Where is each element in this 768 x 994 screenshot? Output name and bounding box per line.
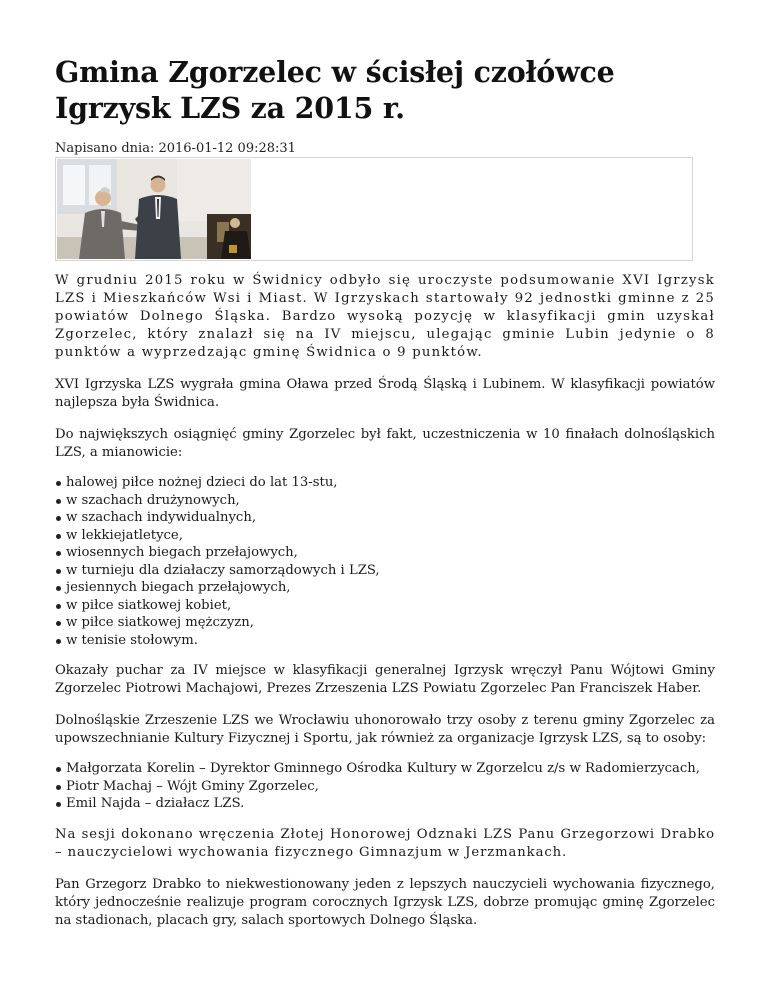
list-item: w tenisie stołowym. xyxy=(55,632,715,650)
paragraph-teacher: Pan Grzegorz Drabko to niekwestionowany jeden z lepszych nauczycieli wychowania fizycznego, który jednocześnie realizuje program corocznych Igrzysk LZS, dobrze promując gminę Zgorzelec na stadionach, placach gry, salach sportowych Dolnego Śląska. xyxy=(55,876,715,928)
paragraph-trophy: Okazały puchar za IV miejsce w klasyfikacji generalnej Igrzysk wręczył Panu Wójtowi Gminy Zgorzelec Piotrowi Machajowi, Prezes Zrzeszenia LZS Powiatu Zgorzelec Pan Franciszek Haber. xyxy=(55,663,715,696)
honored-list xyxy=(55,760,715,813)
list-item: Emil Najda – działacz LZS. xyxy=(55,795,715,813)
list-item: jesiennych biegach przełajowych, xyxy=(55,579,715,597)
list-item: w lekkiejatletyce, xyxy=(55,527,715,545)
list-item: halowej piłce nożnej dzieci do lat 13-stu, xyxy=(55,474,715,492)
list-item: w turnieju dla działaczy samorządowych i LZS, xyxy=(55,562,715,580)
list-item: w piłce siatkowej kobiet, xyxy=(55,597,715,615)
article-photo[interactable] xyxy=(57,159,251,259)
paragraph-winners: XVI Igrzyska LZS wygrała gmina Oława przed Środą Śląską i Lubinem. W klasyfikacji powiatów najlepsza była Świdnica. xyxy=(55,377,715,410)
paragraph-achievements: Do największych osiągnięć gminy Zgorzelec był fakt, uczestniczenia w 10 finałach dolnośląskich LZS, a mianowicie: xyxy=(55,427,715,460)
list-item: wiosennych biegach przełajowych, xyxy=(55,544,715,562)
paragraph-badge: Na sesji dokonano wręczenia Złotej Honorowej Odznaki LZS Panu Grzegorzowi Drabko – nauczycielowi wychowania fizycznego Gimnazjum w Jerzmankach. xyxy=(55,826,715,860)
list-item: w szachach indywidualnych, xyxy=(55,509,715,527)
list-item: w piłce siatkowej mężczyzn, xyxy=(55,614,715,632)
photo-gallery xyxy=(55,157,693,261)
paragraph-honors: Dolnośląskie Zrzeszenie LZS we Wrocławiu uhonorowało trzy osoby z terenu gminy Zgorzelec za upowszechnianie Kultury Fizycznej i Sportu, jak również za organizacje Igrzysk LZS, są to osoby: xyxy=(55,713,715,746)
list-item: Małgorzata Korelin – Dyrektor Gminnego Ośrodka Kultury w Zgorzelcu z/s w Radomierzycach, xyxy=(55,760,715,778)
article-title: Gmina Zgorzelec w ścisłej czołówce Igrzysk LZS za 2015 r. xyxy=(55,55,615,125)
list-item: Piotr Machaj – Wójt Gminy Zgorzelec, xyxy=(55,778,715,796)
publish-date: Napisano dnia: 2016-01-12 09:28:31 xyxy=(55,141,296,156)
paragraph-intro: W grudniu 2015 roku w Świdnicy odbyło się uroczyste podsumowanie XVI Igrzysk LZS i Mieszkańców Wsi i Miast. W Igrzyskach startowały 92 jednostki gminne z 25 powiatów Dolnego Śląska. Bardzo wysoką pozycję w klasyfikacji gmin uzyskał Zgorzelec, który znalazł się na IV miejscu, ulegając gminie Lubin jedynie o 8 punktów a wyprzedzając gminę Świdnica o 9 punktów. xyxy=(55,273,715,360)
finals-list xyxy=(55,474,715,649)
article-body xyxy=(55,272,715,944)
list-item: w szachach drużynowych, xyxy=(55,492,715,510)
